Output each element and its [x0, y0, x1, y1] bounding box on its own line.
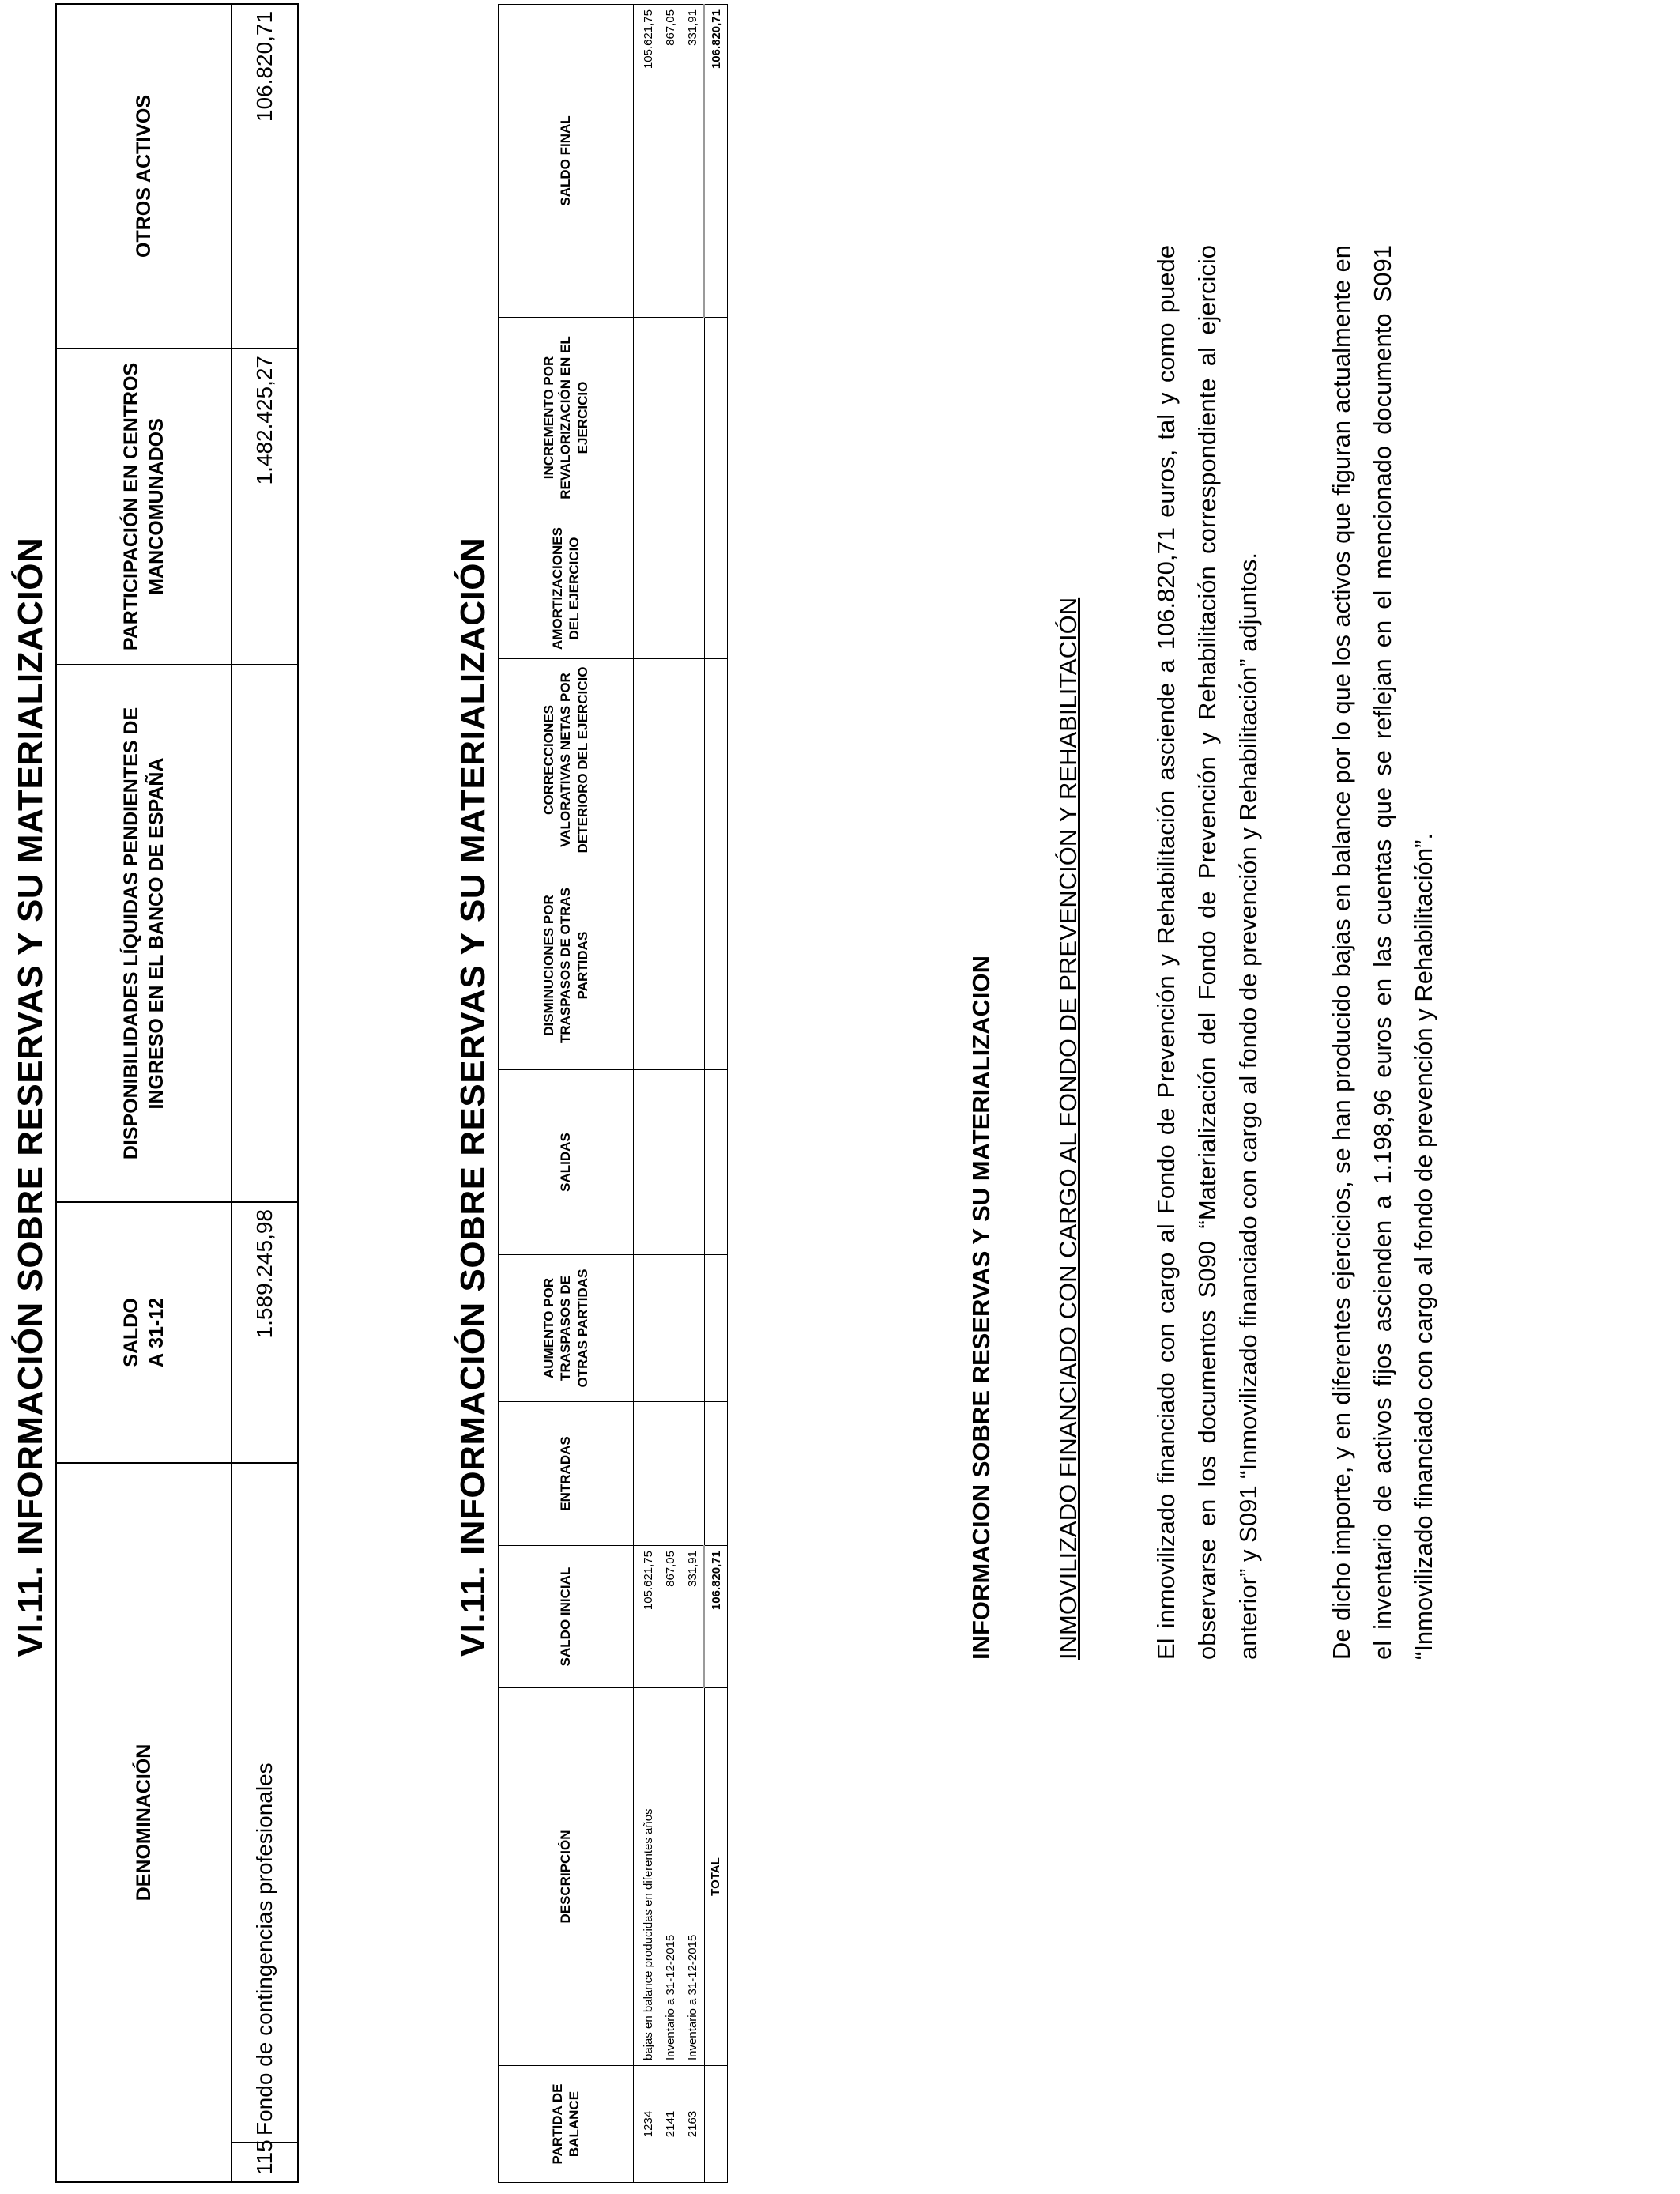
row-saldo-final: 105.621,75 [634, 5, 660, 318]
header-incremento: INCREMENTO POR REVALORIZACIÓN EN EL EJERCICIO [499, 318, 634, 518]
reserves-summary-table [55, 3, 299, 2183]
row-code: 115 [232, 2143, 298, 2182]
row-name: Fondo de contingencias profesionales [232, 1463, 298, 2143]
header-partida: PARTIDA DE BALANCE [499, 2066, 634, 2183]
header-saldo: SALDO A 31-12 [56, 1202, 232, 1463]
header-denominacion: DENOMINACIÓN [56, 1463, 232, 2182]
paragraph-1: El inmovilizado financiado con cargo al Fondo de Prevención y Rehabilitación asciende a 106.820,71 euros, tal y como puede observarse en los documentos S090 “Materialización del Fondo de Prevención y Rehabilitación correspondiente al ejercicio anterior” y S091 “Inmovilizado financiado con cargo al fondo de prevención y Rehabilitación” adjuntos. [1152, 245, 1262, 1660]
header-entradas: ENTRADAS [499, 1402, 634, 1546]
table-row [634, 5, 660, 2183]
header-saldo-inicial: SALDO INICIAL [499, 1546, 634, 1688]
row-disponibilidades [232, 665, 298, 1202]
paragraph-2: De dicho importe, y en diferentes ejercicios, se han producido bajas en balance por lo que los activos que figuran actualmente en el inventario de activos fijos ascienden a 1.198,96 euros en las cuentas que se reflejan en el mencionado documento S091 “Inmovilizado financiado con cargo al fondo de prevención y Rehabilitación”. [1328, 245, 1437, 1660]
row-partida: 1234 [634, 2066, 660, 2183]
total-saldo-final: 106.820,71 [704, 5, 728, 318]
total-saldo-inicial: 106.820,71 [704, 1546, 728, 1688]
header-amortizacion: AMORTIZACIONES DEL EJERCICIO [499, 518, 634, 659]
section3-subheading: INMOVILIZADO FINANCIADO CON CARGO AL FONDO DE PREVENCIÓN Y REHABILITACIÓN [1054, 597, 1082, 1660]
row-descripcion: Inventario a 31-12-2015 [659, 1688, 681, 2066]
total-row [704, 5, 728, 2183]
reserves-detail-table [498, 4, 728, 2183]
row-saldo-inicial: 105.621,75 [634, 1546, 660, 1688]
header-descripcion: DESCRIPCIÓN [499, 1688, 634, 2066]
header-disminuciones: DISMINUCIONES POR TRASPASOS DE OTRAS PARTIDAS [499, 861, 634, 1070]
row-saldo: 1.589.245,98 [232, 1202, 298, 1463]
header-disponibilidades: DISPONIBILIDADES LÍQUIDAS PENDIENTES DE INGRESO EN EL BANCO DE ESPAÑA [56, 665, 232, 1202]
row-saldo-final: 331,91 [681, 5, 704, 318]
table-row [232, 4, 298, 2182]
header-otros-activos: OTROS ACTIVOS [56, 4, 232, 349]
header-salidas: SALIDAS [499, 1070, 634, 1255]
header-aumento: AUMENTO POR TRASPASOS DE OTRAS PARTIDAS [499, 1255, 634, 1402]
section2-title: VI.11. INFORMACIÓN SOBRE RESERVAS Y SU MATERIALIZACIÓN [454, 537, 492, 1657]
row-descripcion: bajas en balance producidas en diferentes años [634, 1688, 660, 2066]
table-header-row [56, 4, 232, 2182]
header-correcciones: CORRECCIONES VALORATIVAS NETAS POR DETERIORO DEL EJERCICIO [499, 659, 634, 861]
row-partida: 2141 [659, 2066, 681, 2183]
table-row [681, 5, 704, 2183]
row-participacion: 1.482.425,27 [232, 349, 298, 665]
table-header-row [499, 5, 634, 2183]
row-saldo-inicial: 331,91 [681, 1546, 704, 1688]
row-saldo-inicial: 867,05 [659, 1546, 681, 1688]
table-row [659, 5, 681, 2183]
row-otros-activos: 106.820,71 [232, 4, 298, 349]
header-participacion: PARTICIPACIÓN EN CENTROS MANCOMUNADOS [56, 349, 232, 665]
row-partida: 2163 [681, 2066, 704, 2183]
total-label: TOTAL [704, 1688, 728, 2066]
section1-title: VI.11. INFORMACIÓN SOBRE RESERVAS Y SU MATERIALIZACIÓN [11, 537, 50, 1657]
row-descripcion: Inventario a 31-12-2015 [681, 1688, 704, 2066]
header-saldo-final: SALDO FINAL [499, 5, 634, 318]
section3-heading: INFORMACION SOBRE RESERVAS Y SU MATERIALIZACION [967, 955, 995, 1660]
row-saldo-final: 867,05 [659, 5, 681, 318]
